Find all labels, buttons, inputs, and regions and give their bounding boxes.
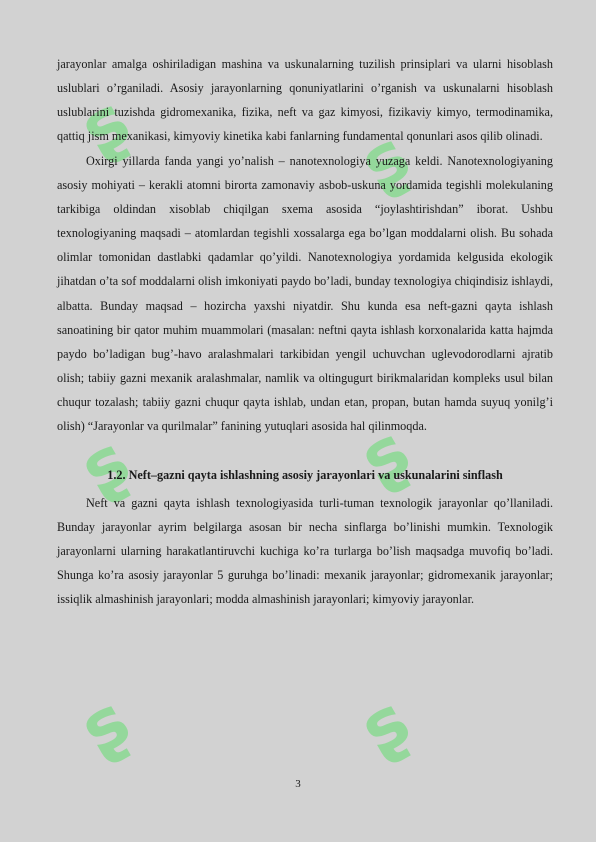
watermark-logo: ʂ [346,114,424,206]
body-paragraph: Oxirgi yillarda fanda yangi yo’nalish – nanotexnologiya yuzaga keldi. Nanotexnologiyaning asosiy mohiyati – kerakli atomni birorta zamonaviy asbob-uskuna yordamida tegishli molekulaning tarkibiga oldindan xisoblab chiqilgan sxema asosida “joylashtirishdan” iborat. Ushbu texnologiyaning maqsadi – atomlardan tegishli xossalarga ega bo’lgan moddalarni olish. Bu sohada olimlar tomonidan dastlabki qadamlar qo’yildi. Nanotexnologiya yordamida kelgusida ekologik jihatdan o’ta sof moddalarni olish imkoniyati paydo bo’ladi, bunday texnologiya chiqindisiz ishlaydi, albatta. Bunday maqsad – hozircha yaxshi niyatdir. Shu kunda esa neft-gazni qayta ishlash sanoatining bir qator muhim muammolari (masalan: neftni qayta ishlash korxonalarida katta hajmda paydo bo’ladigan bug’-havo aralashmalari tarkibidan yengil uchuvchan uglevodorodlarni ajratib olish; tabiiy gazni mexanik aralashmalar, namlik va oltingugurt birikmalaridan kompleks usul bilan chuqur tozalash; tabiiy gazni chuqur qayta ishlab, undan etan, propan, butan hamda suyuq yonilg’i olish) “Jarayonlar va qurilmalar” fanining yutuqlari asosida hal qilinmoqda. [57,153,553,434]
watermark-logo: ʂ [346,409,424,501]
document-body [57,52,553,611]
body-paragraph: Neft va gazni qayta ishlash texnologiyasida turli-tuman texnologik jarayonlar qo’llaniladi. Bunday jarayonlar ayrim belgilarga asosan bir necha sinflarga bo’linishi mumkin. Texnologik jarayonlarni ularning harakatlantiruvchi kuchiga ko’ra turlarga bo’lish maqsadga muvofiq bo’ladi. Shunga ko’ra asosiy jarayonlar 5 guruhga bo’linadi: mexanik jarayonlar; gidromexanik jarayonlar; issiqlik almashinish jarayonlari; modda almashinish jarayonlari; kimyoviy jarayonlar. [57,495,553,607]
page-number: 3 [295,778,301,790]
watermark-logo: ʂ [346,679,424,771]
watermark-logo: ʂ [66,419,144,511]
section-heading: 1.2. Neft–gazni qayta ishlashning asosiy jarayonlari va uskunalarini sinflash [107,467,503,482]
watermark-logo: ʂ [66,679,144,771]
body-paragraph: jarayonlar amalga oshiriladigan mashina va uskunalarning tuzilish prinsiplari va ularni hisoblash uslublari o’rganiladi. Asosiy jarayonlarning qonuniyatlarini o’rganish va uskunalarni hisoblash uslublarini tuzishda gidromexanika, fizika, neft va gaz kimyosi, fizikaviy kimyo, termodinamika, qattiq jism mexanikasi, kimyoviy kinetika kabi fanlarning fundamental qonunlari asos qilib olinadi. [57,57,553,144]
watermark-logo: ʂ [66,79,144,171]
